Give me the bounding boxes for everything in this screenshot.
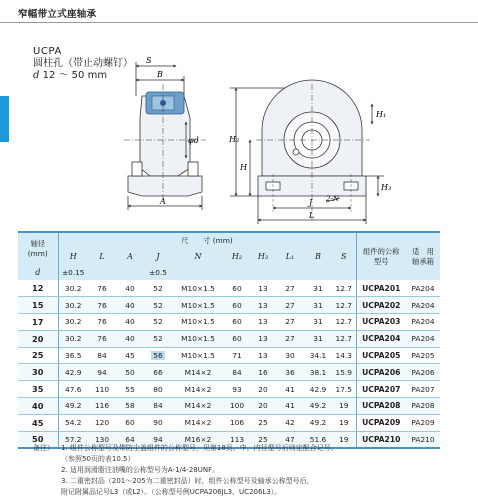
cell-h: 42.9: [58, 364, 88, 381]
cell-l: 76: [88, 313, 116, 330]
cell-l1: 41: [276, 381, 304, 398]
cell-d: 35: [18, 381, 58, 398]
col-s: S: [332, 249, 356, 265]
cell-a: 45: [116, 347, 144, 364]
d-symbol: d: [33, 70, 40, 81]
cell-h3: 13: [250, 313, 276, 330]
cell-h: 54.2: [58, 414, 88, 431]
cell-a: 58: [116, 397, 144, 414]
dimension-table: [18, 231, 440, 449]
cell-a: 64: [116, 431, 144, 448]
cell-h2: 71: [224, 347, 250, 364]
cell-s: 15.9: [332, 364, 356, 381]
cell-housing: PA208: [406, 397, 440, 414]
cell-l: 76: [88, 297, 116, 314]
cell-h2: 60: [224, 330, 250, 347]
cell-model[interactable]: UCPA202: [356, 297, 406, 314]
cell-housing: PA209: [406, 414, 440, 431]
cell-housing: PA205: [406, 347, 440, 364]
cell-h3: 25: [250, 431, 276, 448]
table-row: [18, 364, 440, 381]
col-h2: H₂: [224, 249, 250, 265]
cell-j: 90: [144, 414, 172, 431]
cell-model[interactable]: UCPA210: [356, 431, 406, 448]
cell-h2: 60: [224, 313, 250, 330]
cell-b: 31: [304, 280, 332, 296]
col-h: H: [58, 249, 88, 265]
cell-a: 50: [116, 364, 144, 381]
cell-n: M14×2: [172, 364, 224, 381]
col-j: J: [144, 249, 172, 265]
cell-j: 52: [144, 330, 172, 347]
shaft-unit: (mm): [27, 249, 48, 259]
cell-housing: PA207: [406, 381, 440, 398]
cell-l: 120: [88, 414, 116, 431]
cell-h3: 13: [250, 297, 276, 314]
cell-n: M14×2: [172, 414, 224, 431]
cell-l: 116: [88, 397, 116, 414]
cell-d: 30: [18, 364, 58, 381]
cell-housing: PA204: [406, 280, 440, 296]
cell-b: 34.1: [304, 347, 332, 364]
cell-n: M10×1.5: [172, 330, 224, 347]
col-b: B: [304, 249, 332, 265]
cell-h3: 13: [250, 330, 276, 347]
cell-n: M16×2: [172, 431, 224, 448]
cell-h: 30.2: [58, 297, 88, 314]
cell-d: 40: [18, 397, 58, 414]
cell-l1: 27: [276, 330, 304, 347]
label-h2: H₂: [229, 135, 240, 144]
cell-h: 47.6: [58, 381, 88, 398]
label-h: H: [240, 163, 247, 172]
cell-a: 55: [116, 381, 144, 398]
cell-b: 31: [304, 297, 332, 314]
shaft-label: 轴径: [30, 239, 46, 249]
cell-model[interactable]: UCPA205: [356, 347, 406, 364]
note-line-4: 3. 二重密封品（201～205为二重密封品）时，组件公称型号及轴承公称型号后，: [61, 477, 314, 485]
cell-s: 19: [332, 397, 356, 414]
table-row: [18, 381, 440, 398]
cell-l1: 30: [276, 347, 304, 364]
notes-label: 备注）: [33, 444, 54, 452]
cell-j: 52: [144, 297, 172, 314]
cell-model[interactable]: UCPA203: [356, 313, 406, 330]
cell-l1: 36: [276, 364, 304, 381]
label-2-n: 2-N: [326, 195, 339, 203]
cell-model[interactable]: UCPA204: [356, 330, 406, 347]
notes: [33, 443, 338, 498]
cell-housing: PA210: [406, 431, 440, 448]
cell-b: 31: [304, 330, 332, 347]
table-row: [18, 313, 440, 330]
cell-b: 31: [304, 313, 332, 330]
cell-model[interactable]: UCPA207: [356, 381, 406, 398]
cell-housing: PA204: [406, 330, 440, 347]
cell-a: 40: [116, 280, 144, 296]
cell-h3: 20: [250, 381, 276, 398]
cell-j: 66: [144, 364, 172, 381]
note-line-1: 1. 组件公称型号及带防尘盖组件的公称型号，见第18页。中，内径型号后则定配合记号。: [61, 444, 338, 452]
cell-b: 42.9: [304, 381, 332, 398]
cell-housing: PA204: [406, 297, 440, 314]
label-l: L: [309, 211, 315, 220]
cell-a: 40: [116, 313, 144, 330]
col-l: L: [88, 249, 116, 265]
cell-n: M14×2: [172, 381, 224, 398]
col-a: A: [116, 249, 144, 265]
cell-b: 51.6: [304, 431, 332, 448]
cell-a: 40: [116, 330, 144, 347]
label-h1: H₁: [376, 110, 387, 119]
cell-model[interactable]: UCPA208: [356, 397, 406, 414]
series-code: UCPA: [33, 46, 62, 57]
cell-j: 52: [144, 313, 172, 330]
cell-b: 49.2: [304, 397, 332, 414]
cell-model[interactable]: UCPA206: [356, 364, 406, 381]
cell-d: 15: [18, 297, 58, 314]
cell-b: 38.1: [304, 364, 332, 381]
table-row: [18, 297, 440, 314]
cell-h2: 60: [224, 280, 250, 296]
cell-d: 25: [18, 347, 58, 364]
label-b: B: [157, 70, 163, 79]
bore-type: 圆柱孔（带止动螺钉）: [33, 58, 133, 69]
cell-l1: 27: [276, 280, 304, 296]
cell-h: 57.2: [58, 431, 88, 448]
cell-s: 19: [332, 431, 356, 448]
cell-h3: 25: [250, 414, 276, 431]
note-line-5: 附记附属品记号L3（或L2）。（公称型号例UCPA206JL3、UC206L3）。: [61, 488, 282, 496]
cell-l1: 27: [276, 297, 304, 314]
label-s: S: [146, 56, 152, 65]
technical-drawing: [0, 0, 478, 230]
cell-s: 12.7: [332, 313, 356, 330]
cell-l: 130: [88, 431, 116, 448]
col-h3: H₃: [250, 249, 276, 265]
cell-n: M10×1.5: [172, 313, 224, 330]
cell-model[interactable]: UCPA209: [356, 414, 406, 431]
cell-n: M10×1.5: [172, 280, 224, 296]
col-l1: L₁: [276, 249, 304, 265]
cell-h2: 84: [224, 364, 250, 381]
cell-h: 30.2: [58, 330, 88, 347]
cell-h2: 113: [224, 431, 250, 448]
cell-j: 94: [144, 431, 172, 448]
cell-s: 12.7: [332, 330, 356, 347]
cell-h3: 16: [250, 364, 276, 381]
cell-h: 30.2: [58, 280, 88, 296]
tol-h: ±0.15: [58, 265, 88, 281]
cell-a: 60: [116, 414, 144, 431]
size-range: 12 ～ 50 mm: [42, 70, 108, 81]
cell-h: 30.2: [58, 313, 88, 330]
cell-l: 76: [88, 330, 116, 347]
cell-l1: 42: [276, 414, 304, 431]
label-phi-d: φd: [188, 136, 199, 145]
dims-header: [58, 232, 356, 249]
cell-d: 20: [18, 330, 58, 347]
cell-l: 110: [88, 381, 116, 398]
cell-housing: PA206: [406, 364, 440, 381]
cell-model[interactable]: UCPA201: [356, 280, 406, 296]
cell-housing: PA204: [406, 313, 440, 330]
cell-d: 17: [18, 313, 58, 330]
cell-d: 12: [18, 280, 58, 296]
cell-d: 50: [18, 431, 58, 448]
cell-d: 45: [18, 414, 58, 431]
label-j: J: [309, 198, 313, 207]
cell-j: [144, 347, 172, 364]
col-shaft-header: [18, 232, 58, 265]
col-housing-header: 适 用轴承箱: [406, 232, 440, 280]
cell-j-highlight: 56: [153, 350, 163, 360]
cell-j: 80: [144, 381, 172, 398]
cell-s: 12.7: [332, 297, 356, 314]
cell-l1: 47: [276, 431, 304, 448]
col-n: N: [172, 249, 224, 265]
cell-l1: 27: [276, 313, 304, 330]
cell-s: 12.7: [332, 280, 356, 296]
page-title: 窄幅带立式座轴承: [18, 9, 97, 20]
cell-n: M14×2: [172, 397, 224, 414]
cell-l: 94: [88, 364, 116, 381]
cell-j: 84: [144, 397, 172, 414]
cell-b: 49.2: [304, 414, 332, 431]
tol-j: ±0.5: [144, 265, 172, 281]
label-a: A: [160, 197, 166, 206]
table-row: [18, 347, 440, 364]
label-h3: H₃: [381, 183, 392, 192]
cell-s: 17.5: [332, 381, 356, 398]
table-row: [18, 414, 440, 431]
cell-l: 76: [88, 280, 116, 296]
dims-label: 尺 寸: [181, 235, 211, 245]
table-row: [18, 330, 440, 347]
cell-h2: 100: [224, 397, 250, 414]
note-line-2: （参照50页的表10.5）: [61, 455, 135, 463]
dims-unit: (mm): [212, 235, 233, 245]
cell-h2: 106: [224, 414, 250, 431]
col-d: d: [18, 265, 58, 281]
col-model-header: 组件的公称型号: [356, 232, 406, 280]
note-line-3: 2. 适用润滑脂注油嘴的公称型号为A-1/4-28UNF。: [61, 466, 220, 474]
cell-j: 52: [144, 280, 172, 296]
cell-h: 49.2: [58, 397, 88, 414]
cell-s: 14.3: [332, 347, 356, 364]
cell-h: 36.5: [58, 347, 88, 364]
table-row: [18, 397, 440, 414]
cell-h3: 20: [250, 397, 276, 414]
cell-a: 40: [116, 297, 144, 314]
table-row: [18, 280, 440, 296]
cell-h3: 13: [250, 280, 276, 296]
cell-l: 84: [88, 347, 116, 364]
cell-h3: 13: [250, 347, 276, 364]
cell-l1: 41: [276, 397, 304, 414]
cell-s: 19: [332, 414, 356, 431]
cell-n: M10×1.5: [172, 297, 224, 314]
cell-n: M10×1.5: [172, 347, 224, 364]
cell-h2: 60: [224, 297, 250, 314]
cell-h2: 93: [224, 381, 250, 398]
